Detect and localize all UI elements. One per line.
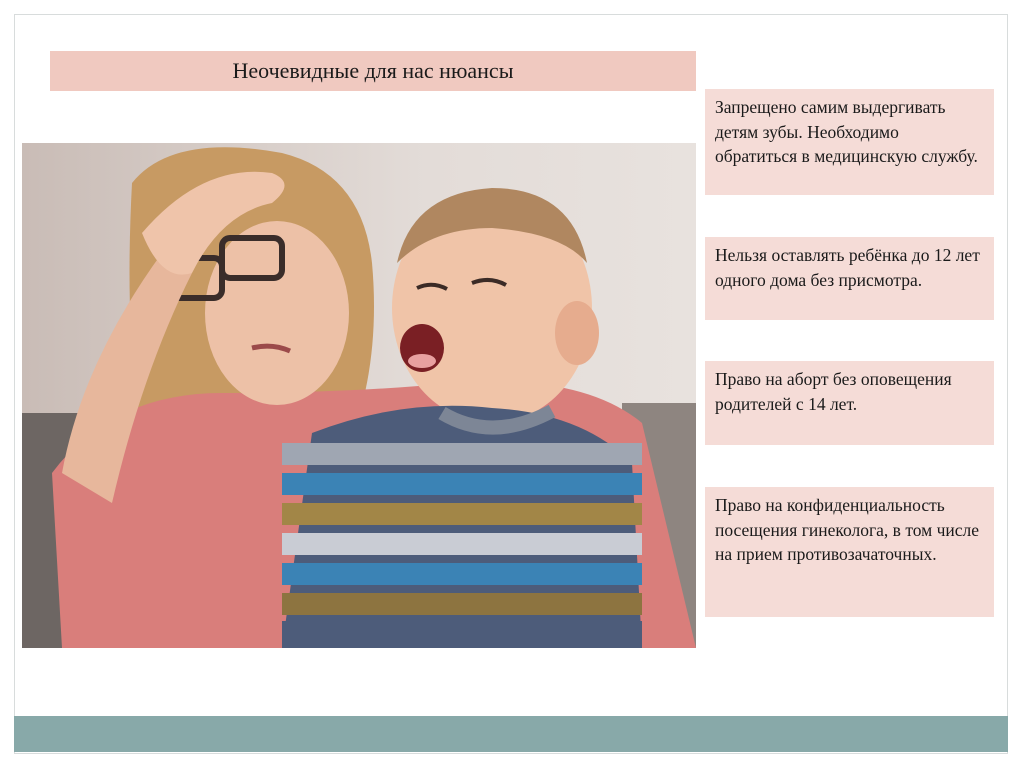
slide-title-text: Неочевидные для нас нюансы xyxy=(232,58,514,83)
mother-and-crying-child-photo xyxy=(22,143,696,648)
info-card-text: Нельзя оставлять ребёнка до 12 лет одного дома без присмотра. xyxy=(715,245,980,290)
info-card-abortion xyxy=(705,361,994,445)
info-card-confidentiality xyxy=(705,487,994,617)
info-card-text: Запрещено самим выдергивать детям зубы. Необходимо обратиться в медицинскую службу. xyxy=(715,97,978,166)
info-card-home-alone xyxy=(705,237,994,320)
info-card-teeth xyxy=(705,89,994,195)
footer-bar xyxy=(14,716,1008,752)
info-card-text: Право на конфиденциальность посещения гинеколога, в том числе на прием противозачаточных. xyxy=(715,495,980,564)
photo-illustration xyxy=(22,143,696,648)
slide-title xyxy=(50,51,696,91)
info-card-text: Право на аборт без оповещения родителей с 14 лет. xyxy=(715,369,952,414)
